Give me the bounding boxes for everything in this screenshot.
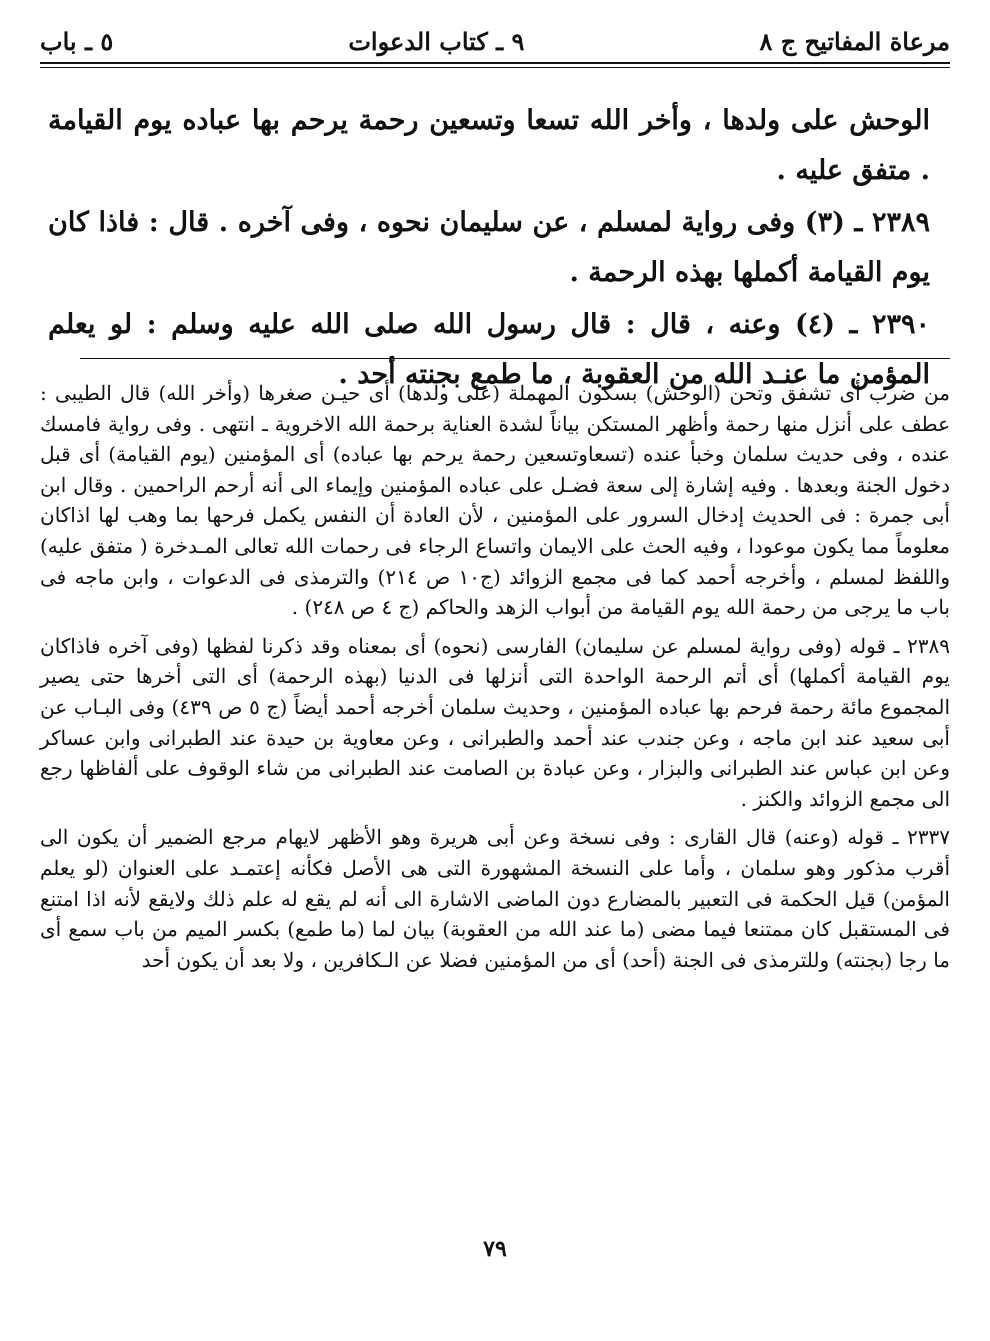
header-chapter-title: ٩ ـ كتاب الدعوات — [348, 26, 525, 56]
commentary-paragraph: ٢٣٣٧ ـ قوله (وعنه) قال القارى : وفى نسخة وعن أبى هريرة وهو الأظهر لايهام مرجع الضمير أن يكون الى أقرب مذكور وهو سلمان ، وأما على النسخة المشهورة التى هى الأصل فكأنه إعتمـد على العنوان (لو يعلم المؤمن) قيل الحكمة فى التعبير بالمضارع دون الماضى الاشارة الى أنه لم يقع له علم ذلك ولايقع لأنه اذا امتنع فى المستقبل كان ممتنعا فيما مضى (ما عند الله من العقوبة) بيان لما (ما طمع) بكسر الميم من باب سمع أى ما رجا (بجنته) وللترمذى فى الجنة (أحد) أى من المؤمنين فضلا عن الـكافرين ، ولا بعد أن يكون أحد — [40, 825, 951, 972]
header-rule-thin — [40, 67, 950, 68]
page-header — [40, 24, 950, 58]
header-book-title: مرعاة المفاتيح ج ٨ — [759, 26, 950, 56]
hadith-paragraph: الوحش على ولدها ، وأخر الله تسعا وتسعين رحمة يرحم بها عباده يوم القيامة . متفق عليه . — [48, 105, 930, 186]
section-divider — [80, 358, 950, 359]
commentary-text — [40, 378, 950, 983]
commentary-paragraph: من ضرب أى تشفق وتحن (الوحش) بسكون المهملة (على ولدها) أى حيـن صغرها (وأخر الله) قال الطيبى : عطف على أنزل منها رحمة وأظهر المستكن بياناً لشدة العناية برحمة الله الاخروية ـ انتهى . وفى رواية فامسك عنده ، وفى حديث سلمان وخبأ عنده (تسعاوتسعين رحمة يرحم بها عباده) أى المؤمنين (يوم القيامة) أى قبل دخول الجنة وبعدها . وفيه إشارة إلى سعة فضـل على عباده المؤمنين وإيماء الى أنه أرحم الراحمين . وقال ابن أبى جمرة : فى الحديث إدخال السرور على المؤمنين ، لأن العادة أن النفس يكمل فرحها بما وهب لها اذاكان معلوماً مما يكون موعودا ، وفيه الحث على الايمان واتساع الرجاء فى رحمات الله تعالى المـدخرة ( متفق عليه) واللفظ لمسلم ، وأخرجه أحمد كما فى مجمع الزوائد (ج١٠ ص ٢١٤) والترمذى فى الدعوات ، وابن ماجه فى باب ما يرجى من رحمة الله يوم القيامة من أبواب الزهد والحاكم (ج ٤ ص ٢٤٨) . — [40, 381, 950, 620]
commentary-paragraph: ٢٣٨٩ ـ قوله (وفى رواية لمسلم عن سليمان) الفارسى (نحوه) أى بمعناه وقد ذكرنا لفظها (وفى آخره فاذاكان يوم القيامة أكملها) أى أتم الرحمة الواحدة التى أنزلها فى الدنيا (بهذه الرحمة) أى التى أخرها حتى يصير المجموع مائة رحمة فرحم بها عباده المؤمنين ، وحديث سلمان أخرجه أحمد أيضاً (ج ٥ ص ٤٣٩) وفى البـاب عن أبى سعيد عند ابن ماجه ، وعن جندب عند أحمد والطبرانى ، وعن معاوية بن حيدة عند الطبرانى وابن عساكر وعن ابن عباس عند الطبرانى والبزار ، وعن عبادة بن الصامت عند الطبرانى من شاء الوقوف على ألفاظها رجع الى مجمع الزوائد والكنز . — [40, 633, 950, 811]
header-rule — [40, 62, 950, 64]
hadith-paragraph: ٢٣٨٩ ـ (٣) وفى رواية لمسلم ، عن سليمان نحوه ، وفى آخره . قال : فاذا كان يوم القيامة أكملها بهذه الرحمة . — [48, 206, 930, 288]
hadith-paragraph: ٢٣٩٠ ـ (٤) وعنه ، قال : قال رسول الله صلى الله عليه وسلم : لو يعلم المؤمن ما عنـد الله من العقوبة ، ما طمع بجنته أحد . — [48, 308, 930, 390]
page-number: ٧٩ — [483, 1236, 507, 1262]
hadith-text — [48, 96, 930, 402]
header-section: ٥ ـ باب — [40, 26, 114, 56]
